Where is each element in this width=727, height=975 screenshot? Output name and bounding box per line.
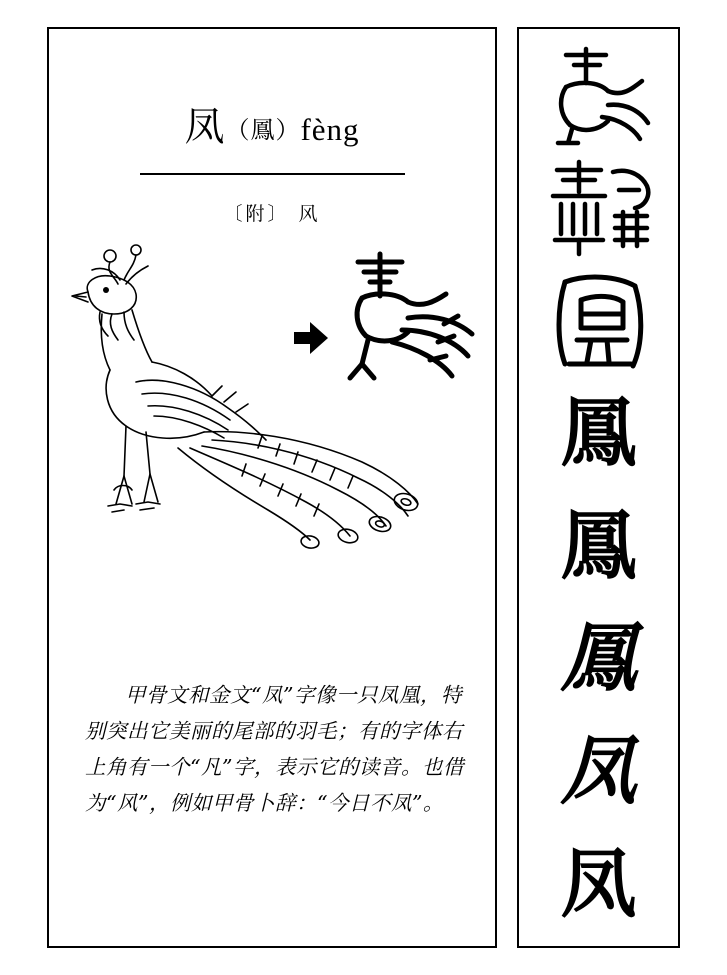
headword-pinyin: fèng — [300, 112, 360, 147]
semi-cursive-script-feng — [533, 602, 665, 715]
headword-simplified: 凤 — [184, 104, 226, 150]
phoenix-drawing — [72, 245, 420, 549]
divider — [140, 173, 405, 175]
simplified-script-feng — [533, 827, 665, 940]
headword-traditional: （鳳） — [225, 116, 301, 144]
bronze-script-feng — [533, 152, 665, 265]
cursive-script-feng-char: 凤 — [560, 726, 637, 816]
regular-script-traditional-feng — [533, 490, 665, 603]
seal-script-feng — [533, 264, 665, 377]
simplified-script-feng-char: 凤 — [560, 838, 637, 928]
clerical-script-feng — [533, 377, 665, 490]
semi-cursive-script-feng-char: 鳳 — [560, 613, 637, 703]
regular-script-feng-char: 鳳 — [560, 500, 637, 590]
variant-note: 〔附〕 风 — [223, 203, 321, 225]
oracle-bone-script-feng-icon — [544, 43, 654, 147]
oracle-bone-script-feng — [533, 39, 665, 152]
seal-script-feng-icon — [547, 268, 651, 374]
cursive-script-feng — [533, 715, 665, 828]
bronze-script-feng-icon — [543, 156, 655, 260]
illustration-area — [49, 236, 495, 656]
script-evolution-column — [517, 27, 680, 948]
arrow-right-icon — [294, 322, 328, 354]
clerical-script-feng-char: 鳳 — [560, 388, 637, 478]
illustration-svg — [62, 236, 482, 566]
oracle-bone-feng-glyph — [350, 254, 472, 378]
entry-explanation: 甲骨文和金文“凤”字像一只凤凰，特别突出它美丽的尾部的羽毛；有的字体右上角有一个“凡”字，表示它的读音。也借为“风”，例如甲骨卜辞：“今日不凤”。 — [85, 683, 464, 815]
entry-panel — [47, 27, 497, 948]
page-title — [49, 104, 495, 150]
